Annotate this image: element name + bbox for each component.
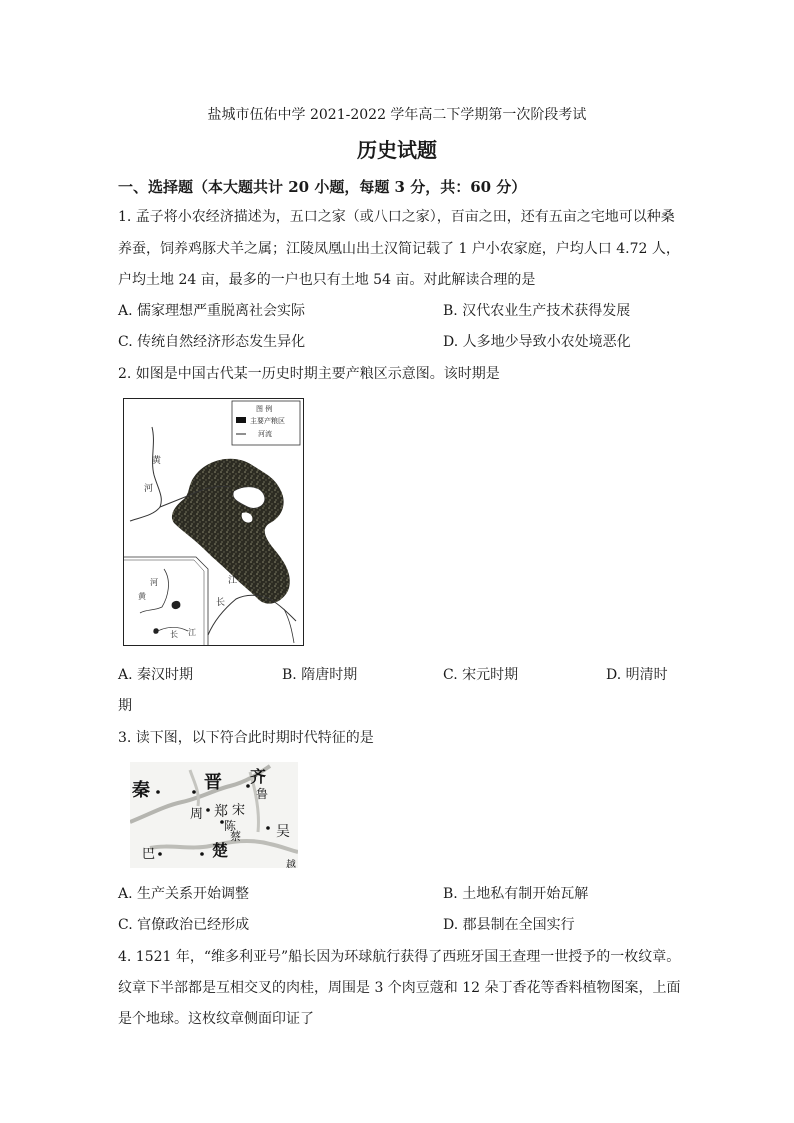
q2-option-c: C. 宋元时期 xyxy=(443,667,519,683)
spring-autumn-map xyxy=(130,762,298,868)
label-he: 河 xyxy=(144,484,154,494)
q1-line-1: 1. 孟子将小农经济描述为，五口之家（或八口之家），百亩之田，还有五亩之宅地可以种桑 xyxy=(118,209,675,225)
q2-option-d-wrap: 期 xyxy=(118,698,132,714)
label-wu: 吴 xyxy=(276,824,290,840)
legend-river-label: 河流 xyxy=(258,430,272,438)
q3-option-c: C. 官僚政治已经形成 xyxy=(118,917,250,933)
q2-stem: 2. 如图是中国古代某一历史时期主要产粮区示意图。该时期是 xyxy=(118,366,500,382)
legend-grain-swatch xyxy=(236,417,246,423)
label-chang: 长 xyxy=(216,598,226,608)
exam-subtitle: 盐城市伍佑中学 2021-2022 学年高二下学期第一次阶段考试 xyxy=(207,107,587,123)
inset-label-jiang: 江 xyxy=(188,628,196,637)
q3-option-d: D. 郡县制在全国实行 xyxy=(443,917,575,933)
q2-option-a: A. 秦汉时期 xyxy=(118,667,194,683)
q3-stem: 3. 读下图，以下符合此时期时代特征的是 xyxy=(118,730,374,746)
q1-option-a: A. 儒家理想严重脱离社会实际 xyxy=(118,303,306,319)
label-jiang: 江 xyxy=(228,576,238,586)
label-huang: 黄 xyxy=(152,456,162,466)
q1-option-c: C. 传统自然经济形态发生异化 xyxy=(118,334,306,350)
q3-option-b: B. 土地私有制开始瓦解 xyxy=(443,886,589,902)
legend-grain-label: 主要产粮区 xyxy=(250,417,285,425)
label-cai: 蔡 xyxy=(230,830,241,843)
label-jin: 晋 xyxy=(204,772,222,793)
q3-option-a: A. 生产关系开始调整 xyxy=(118,886,250,902)
label-qi: 齐 xyxy=(250,767,267,786)
inset-label-huang: 黄 xyxy=(138,592,146,601)
label-lu: 鲁 xyxy=(256,787,269,801)
q4-line-1: 4. 1521 年，“维多利亚号”船长因为环球航行获得了西班牙国王查理一世授予的一枚纹章。 xyxy=(118,949,681,965)
legend-title: 图 例 xyxy=(256,405,273,413)
q2-option-b: B. 隋唐时期 xyxy=(282,667,358,683)
label-zhou: 周 xyxy=(190,807,204,822)
q2-option-d: D. 明清时 xyxy=(606,667,668,683)
q1-line-3: 户均土地 24 亩，最多的一户也只有土地 54 亩。对此解读合理的是 xyxy=(118,272,536,288)
inset-label-he: 河 xyxy=(150,578,158,587)
label-qin: 秦 xyxy=(132,780,150,801)
label-yue: 越 xyxy=(286,860,296,868)
label-song: 宋 xyxy=(232,803,246,818)
q1-option-d: D. 人多地少导致小农处境恶化 xyxy=(443,334,631,350)
page-title: 历史试题 xyxy=(357,138,437,162)
label-ba: 巴 xyxy=(142,847,156,862)
q1-option-b: B. 汉代农业生产技术获得发展 xyxy=(443,303,631,319)
label-zheng: 郑 xyxy=(214,804,228,820)
yellow-river xyxy=(130,427,161,521)
q4-line-3: 是个地球。这枚纹章侧面印证了 xyxy=(118,1011,314,1027)
q1-line-2: 养蚕，饲养鸡豚犬羊之属；江陵凤凰山出土汉简记载了 1 户小农家庭，户均人口 4.72 人， xyxy=(118,241,680,257)
label-chu: 楚 xyxy=(212,841,229,860)
q4-line-2: 纹章下半部都是互相交叉的肉桂，周围是 3 个肉豆蔻和 12 朵丁香花等香料植物图案，上面 xyxy=(118,980,681,996)
grain-region-map xyxy=(123,398,304,646)
inset-label-chang: 长 xyxy=(170,630,178,639)
section-heading: 一、选择题（本大题共计 20 小题，每题 3 分，共：60 分） xyxy=(118,178,527,196)
label-chen: 陈 xyxy=(224,819,237,833)
